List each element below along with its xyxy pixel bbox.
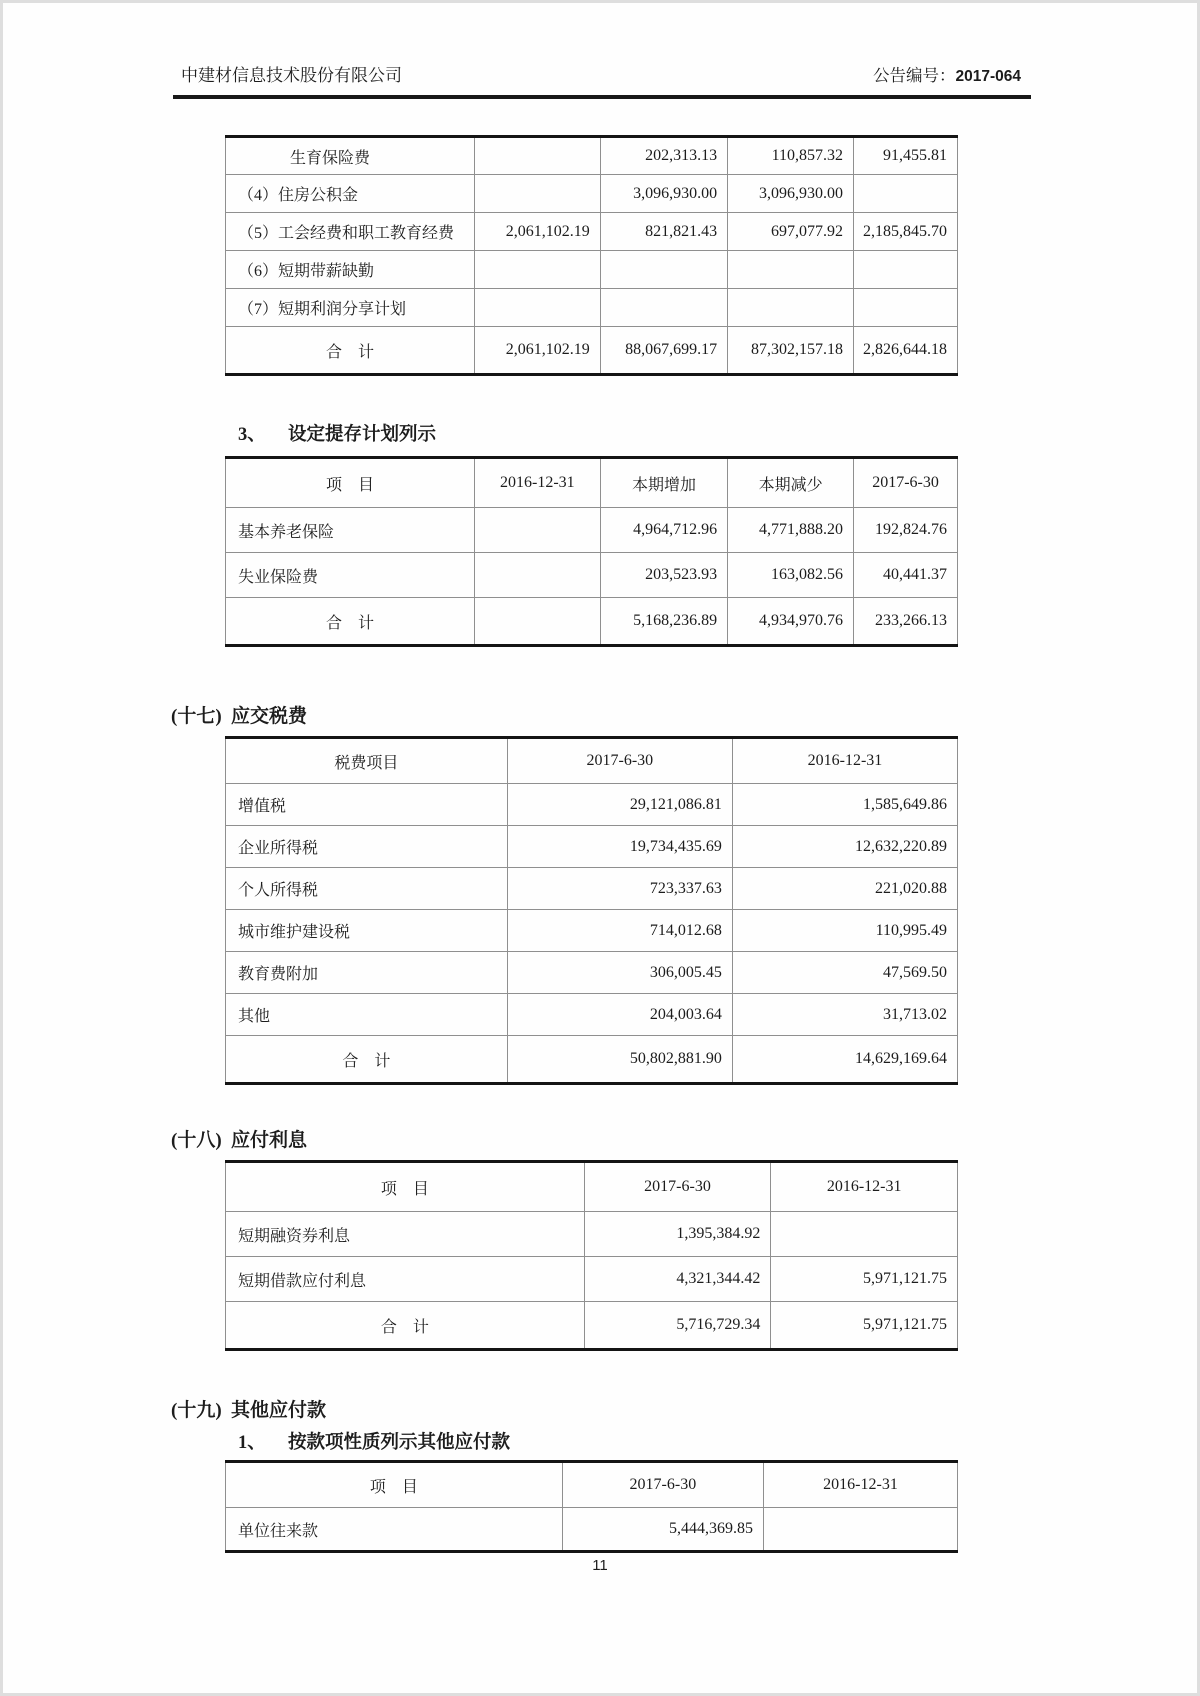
row-value: 4,964,712.96 <box>600 508 727 553</box>
table-row <box>226 251 958 289</box>
table-row <box>226 289 958 327</box>
table-row <box>226 1212 958 1257</box>
col-header-2016-12-31: 2016-12-31 <box>474 458 600 508</box>
row-value <box>600 289 727 327</box>
section-17-heading <box>171 701 1197 728</box>
col-header-tax-item: 税费项目 <box>226 738 508 784</box>
employee-benefits-table <box>225 135 958 376</box>
row-value: 203,523.93 <box>600 553 727 598</box>
row-value <box>854 175 958 213</box>
page-number: 11 <box>592 1557 608 1574</box>
col-header-item: 项 目 <box>226 1462 563 1508</box>
table-row <box>226 137 958 175</box>
section-19-sub-heading <box>238 1428 1197 1454</box>
row-label: 其他 <box>226 994 508 1036</box>
row-label: 教育费附加 <box>226 952 508 994</box>
row-label: 个人所得税 <box>226 868 508 910</box>
row-value: 233,266.13 <box>854 598 958 646</box>
row-label: 失业保险费 <box>226 553 475 598</box>
table-header-row <box>226 1162 958 1212</box>
row-label: 短期借款应付利息 <box>226 1257 585 1302</box>
row-value: 91,455.81 <box>854 137 958 175</box>
row-label: 增值税 <box>226 784 508 826</box>
row-value: 2,061,102.19 <box>474 327 600 375</box>
row-value: 110,857.32 <box>728 137 854 175</box>
row-value: 29,121,086.81 <box>507 784 732 826</box>
row-value: 306,005.45 <box>507 952 732 994</box>
row-value: 31,713.02 <box>732 994 957 1036</box>
row-value: 202,313.13 <box>600 137 727 175</box>
row-label: 合 计 <box>226 327 475 375</box>
row-value <box>474 251 600 289</box>
row-value: 5,971,121.75 <box>771 1302 958 1350</box>
row-value <box>728 251 854 289</box>
row-value <box>771 1212 958 1257</box>
section-17-number: (十七) <box>171 706 222 727</box>
section-18-number: (十八) <box>171 1130 222 1151</box>
row-value <box>728 289 854 327</box>
row-label: （5）工会经费和职工教育经费 <box>226 213 475 251</box>
row-value: 714,012.68 <box>507 910 732 952</box>
interest-payable-table <box>225 1160 958 1351</box>
row-value: 2,826,644.18 <box>854 327 958 375</box>
row-value: 2,061,102.19 <box>474 213 600 251</box>
row-value: 47,569.50 <box>732 952 957 994</box>
row-value <box>600 251 727 289</box>
col-header-2016-12-31: 2016-12-31 <box>732 738 957 784</box>
section-19-heading <box>171 1395 1197 1422</box>
row-value: 87,302,157.18 <box>728 327 854 375</box>
row-value: 221,020.88 <box>732 868 957 910</box>
row-label: 合 计 <box>226 598 475 646</box>
table-row <box>226 826 958 868</box>
section-3-number: 3、 <box>238 425 266 445</box>
row-value: 12,632,220.89 <box>732 826 957 868</box>
table-row <box>226 952 958 994</box>
row-value: 1,395,384.92 <box>584 1212 771 1257</box>
section-18-title: 应付利息 <box>231 1130 308 1151</box>
table-row <box>226 1508 958 1552</box>
row-value <box>474 175 600 213</box>
row-value: 192,824.76 <box>854 508 958 553</box>
col-header-decrease: 本期减少 <box>728 458 854 508</box>
section-3-heading <box>238 420 1197 446</box>
row-label: （4）住房公积金 <box>226 175 475 213</box>
row-value: 204,003.64 <box>507 994 732 1036</box>
other-payables-table <box>225 1460 958 1553</box>
section-19-sub-title: 按款项性质列示其他应付款 <box>288 1433 511 1453</box>
row-value: 697,077.92 <box>728 213 854 251</box>
table-row <box>226 784 958 826</box>
table-row <box>226 175 958 213</box>
section-19-number: (十九) <box>171 1400 222 1421</box>
row-value: 2,185,845.70 <box>854 213 958 251</box>
notice-label: 公告编号： <box>872 66 956 85</box>
col-header-item: 项 目 <box>226 1162 585 1212</box>
row-value <box>474 137 600 175</box>
table-row <box>226 994 958 1036</box>
row-label: 基本养老保险 <box>226 508 475 553</box>
row-value: 5,716,729.34 <box>584 1302 771 1350</box>
section-18-heading <box>171 1125 1197 1152</box>
row-label: 合 计 <box>226 1302 585 1350</box>
col-header-2017-6-30: 2017-6-30 <box>562 1462 763 1508</box>
col-header-2017-6-30: 2017-6-30 <box>507 738 732 784</box>
total-row <box>226 1036 958 1084</box>
company-name: 中建材信息技术股份有限公司 <box>181 66 402 85</box>
row-value: 40,441.37 <box>854 553 958 598</box>
header-divider <box>173 95 1031 99</box>
table-row <box>226 213 958 251</box>
row-value: 5,168,236.89 <box>600 598 727 646</box>
col-header-2016-12-31: 2016-12-31 <box>764 1462 958 1508</box>
row-value: 110,995.49 <box>732 910 957 952</box>
document-header <box>181 61 1021 86</box>
row-value <box>764 1508 958 1552</box>
col-header-2017-6-30: 2017-6-30 <box>854 458 958 508</box>
row-value: 5,971,121.75 <box>771 1257 958 1302</box>
row-label: 城市维护建设税 <box>226 910 508 952</box>
row-value <box>474 289 600 327</box>
table-row <box>226 868 958 910</box>
row-label: 企业所得税 <box>226 826 508 868</box>
row-value <box>854 251 958 289</box>
total-row <box>226 598 958 646</box>
section-3-title: 设定提存计划列示 <box>288 425 437 445</box>
col-header-increase: 本期增加 <box>600 458 727 508</box>
col-header-2016-12-31: 2016-12-31 <box>771 1162 958 1212</box>
table-row <box>226 553 958 598</box>
row-label: （7）短期利润分享计划 <box>226 289 475 327</box>
section-17-title: 应交税费 <box>231 706 308 727</box>
row-value: 1,585,649.86 <box>732 784 957 826</box>
row-label: 合 计 <box>226 1036 508 1084</box>
table-header-row <box>226 738 958 784</box>
row-value: 4,771,888.20 <box>728 508 854 553</box>
row-value: 4,934,970.76 <box>728 598 854 646</box>
section-19-title: 其他应付款 <box>231 1400 327 1421</box>
row-value: 14,629,169.64 <box>732 1036 957 1084</box>
row-value: 5,444,369.85 <box>562 1508 763 1552</box>
row-value <box>474 553 600 598</box>
row-value: 19,734,435.69 <box>507 826 732 868</box>
row-label: 短期融资券利息 <box>226 1212 585 1257</box>
col-header-2017-6-30: 2017-6-30 <box>584 1162 771 1212</box>
table-row <box>226 508 958 553</box>
section-19-sub-number: 1、 <box>238 1433 266 1453</box>
row-value <box>854 289 958 327</box>
notice-value: 2017-064 <box>955 68 1021 85</box>
notice-number <box>873 62 1021 86</box>
row-value <box>474 508 600 553</box>
row-value: 163,082.56 <box>728 553 854 598</box>
table-header-row <box>226 458 958 508</box>
defined-contribution-table <box>225 456 958 647</box>
row-label: 单位往来款 <box>226 1508 563 1552</box>
table-row <box>226 1257 958 1302</box>
row-value: 50,802,881.90 <box>507 1036 732 1084</box>
row-label: （6）短期带薪缺勤 <box>226 251 475 289</box>
row-value: 88,067,699.17 <box>600 327 727 375</box>
row-value: 3,096,930.00 <box>600 175 727 213</box>
row-value: 821,821.43 <box>600 213 727 251</box>
total-row <box>226 327 958 375</box>
row-value: 4,321,344.42 <box>584 1257 771 1302</box>
taxes-payable-table <box>225 736 958 1085</box>
table-row <box>226 910 958 952</box>
table-header-row <box>226 1462 958 1508</box>
total-row <box>226 1302 958 1350</box>
row-label: 生育保险费 <box>226 137 475 175</box>
row-value <box>474 598 600 646</box>
col-header-item: 项 目 <box>226 458 475 508</box>
row-value: 3,096,930.00 <box>728 175 854 213</box>
row-value: 723,337.63 <box>507 868 732 910</box>
